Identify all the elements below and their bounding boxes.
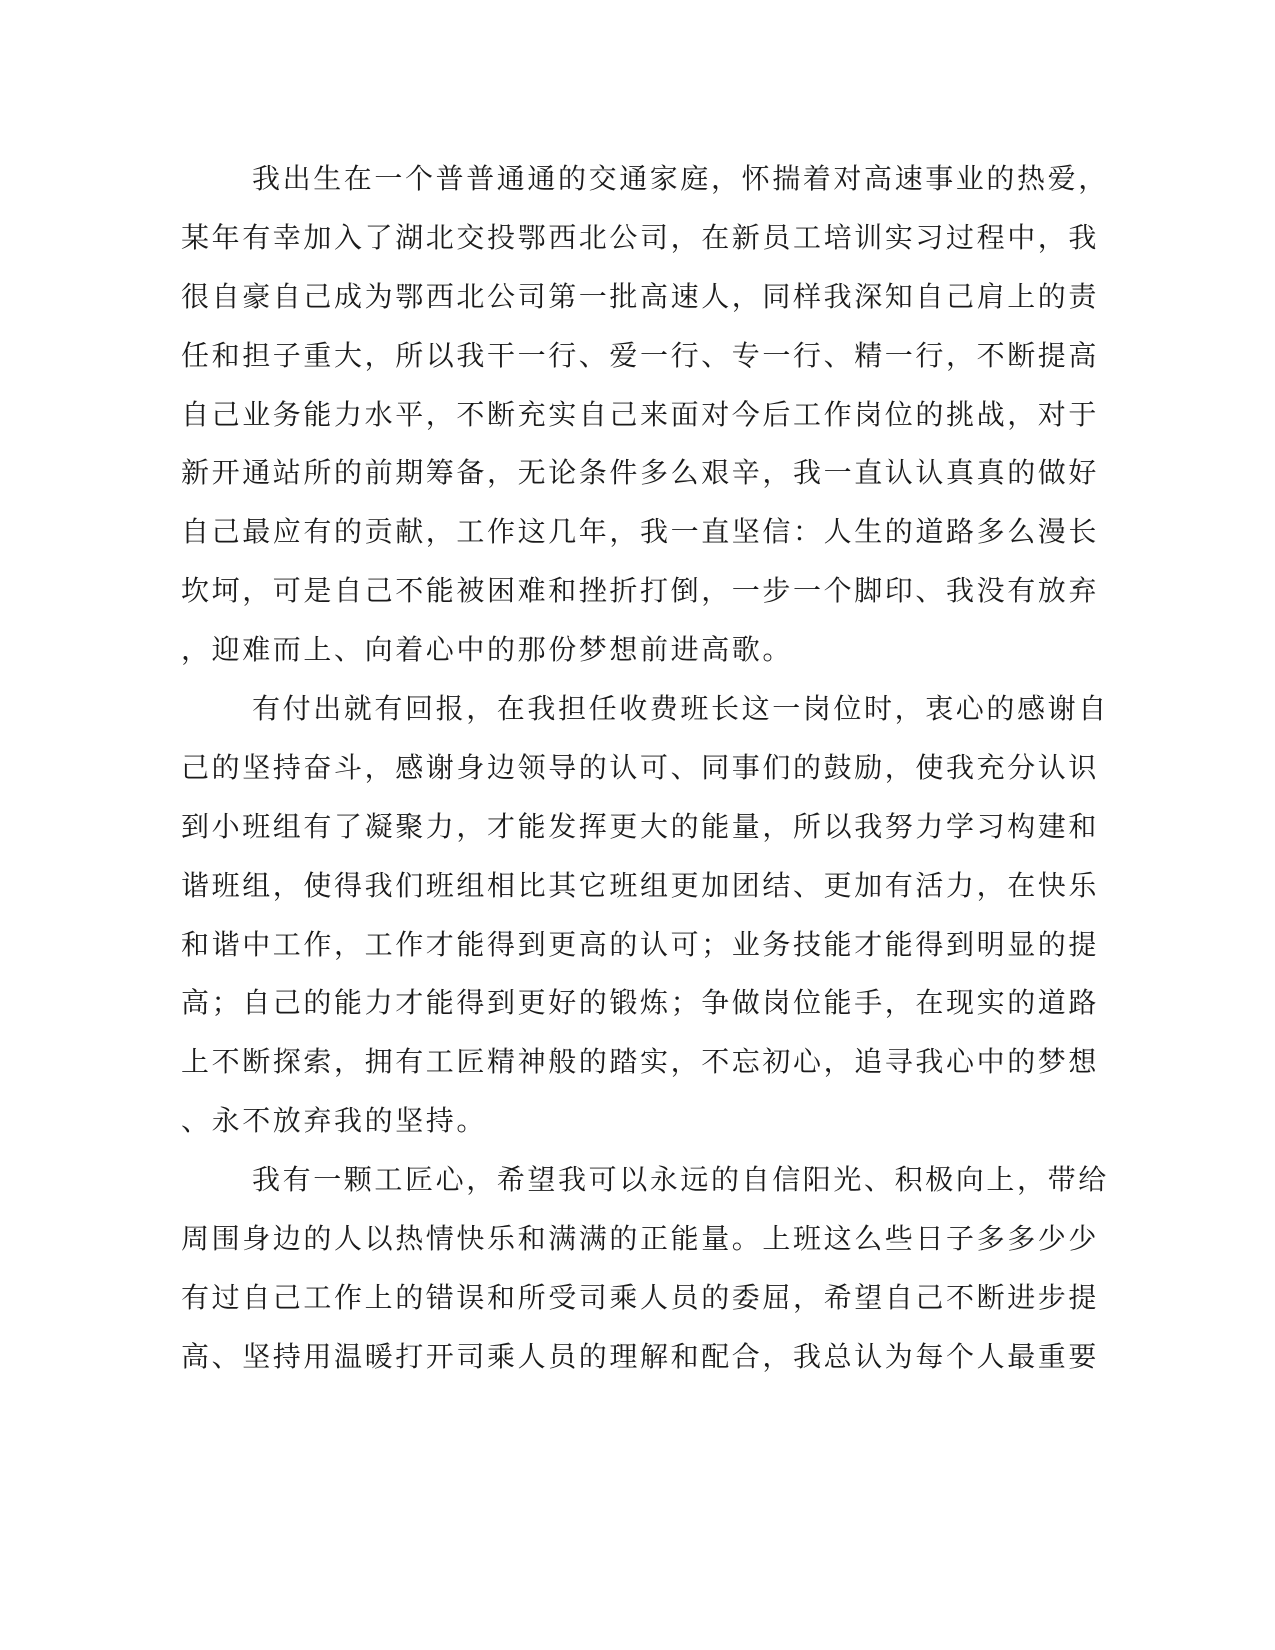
- text-line: 和谐中工作，工作才能得到更高的认可；业务技能才能得到明显的提: [181, 927, 1100, 961]
- text-line: 某年有幸加入了湖北交投鄂西北公司，在新员工培训实习过程中，我: [181, 220, 1100, 254]
- text-line: 到小班组有了凝聚力，才能发挥更大的能量，所以我努力学习构建和: [181, 809, 1100, 843]
- text-line: 坎坷，可是自己不能被困难和挫折打倒，一步一个脚印、我没有放弃: [181, 574, 1100, 608]
- text-line: 新开通站所的前期筹备，无论条件多么艰辛，我一直认认真真的做好: [181, 456, 1100, 490]
- text-line: 我出生在一个普普通通的交通家庭，怀揣着对高速事业的热爱，: [252, 162, 1109, 195]
- paragraph-2: [181, 680, 1109, 1151]
- text-line: 高；自己的能力才能得到更好的锻炼；争做岗位能手，在现实的道路: [181, 986, 1100, 1020]
- paragraph-3: [181, 1151, 1109, 1387]
- text-line: 高、坚持用温暖打开司乘人员的理解和配合，我总认为每个人最重要: [181, 1339, 1100, 1373]
- text-line: 我有一颗工匠心，希望我可以永远的自信阳光、积极向上，带给: [252, 1163, 1109, 1197]
- text-line: 、永不放弃我的坚持。: [181, 1104, 488, 1138]
- text-line: 上不断探索，拥有工匠精神般的踏实，不忘初心，追寻我心中的梦想: [181, 1045, 1100, 1079]
- text-line: 自己业务能力水平，不断充实自己来面对今后工作岗位的挑战，对于: [181, 397, 1100, 431]
- text-line: 有过自己工作上的错误和所受司乘人员的委屈，希望自己不断进步提: [181, 1280, 1100, 1314]
- document-body: [181, 150, 1109, 1387]
- text-line: ，迎难而上、向着心中的那份梦想前进高歌。: [181, 633, 794, 667]
- paragraph-1: [181, 150, 1109, 680]
- text-line: 自己最应有的贡献，工作这几年，我一直坚信：人生的道路多么漫长: [181, 515, 1100, 549]
- text-line: 有付出就有回报，在我担任收费班长这一岗位时，衷心的感谢自: [252, 692, 1109, 726]
- text-line: 谐班组，使得我们班组相比其它班组更加团结、更加有活力，在快乐: [181, 868, 1100, 902]
- text-line: 周围身边的人以热情快乐和满满的正能量。上班这么些日子多多少少: [181, 1222, 1100, 1256]
- text-line: 很自豪自己成为鄂西北公司第一批高速人，同样我深知自己肩上的责: [181, 279, 1100, 313]
- text-line: 己的坚持奋斗，感谢身边领导的认可、同事们的鼓励，使我充分认识: [181, 750, 1100, 784]
- text-line: 任和担子重大，所以我干一行、爱一行、专一行、精一行，不断提高: [181, 338, 1100, 372]
